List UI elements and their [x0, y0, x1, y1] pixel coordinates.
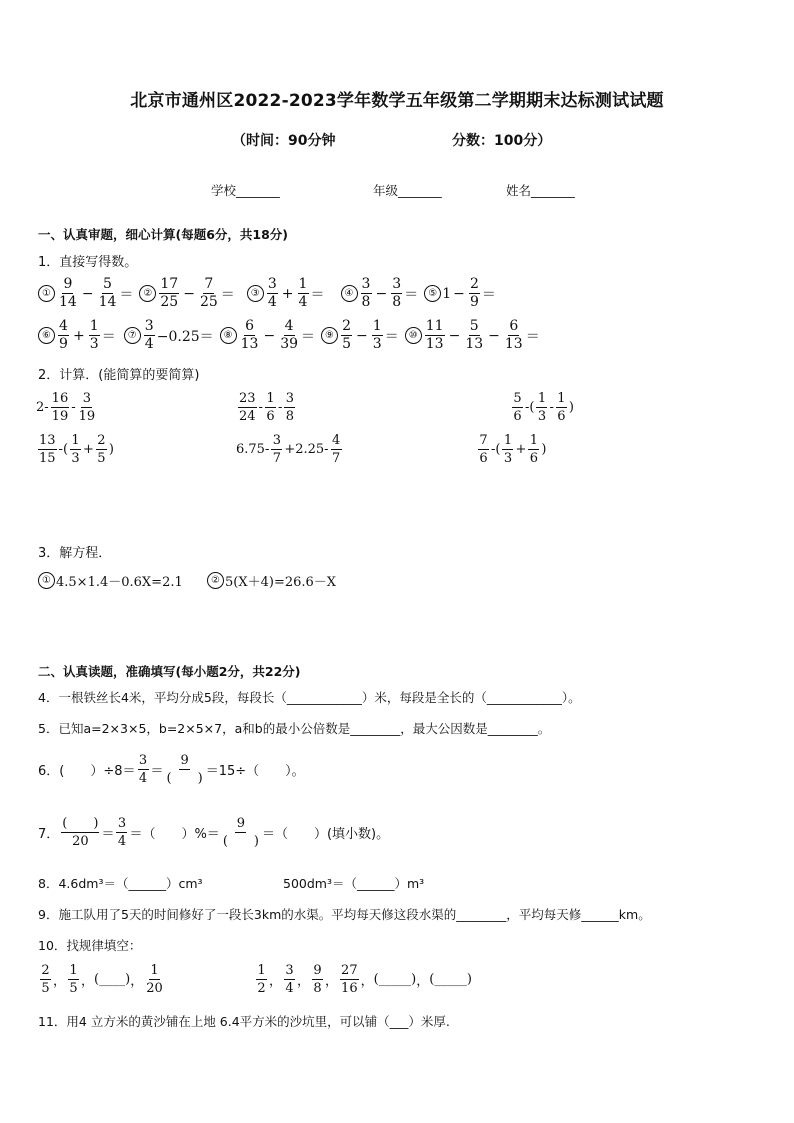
fraction: 1 3 — [503, 433, 513, 466]
fraction: $\frac{7}{25}$ — [199, 276, 218, 310]
fraction: $\frac{5}{13}$ — [465, 318, 484, 352]
fraction: 3 4 — [138, 753, 148, 786]
fraction: 2 5 — [342, 318, 351, 352]
item-marker: ⑩ — [405, 327, 422, 344]
fraction: 16 19 — [51, 391, 69, 424]
item-marker: ⑧ — [220, 327, 237, 344]
fraction: 5 6 — [513, 391, 522, 424]
fraction: 23 24 — [239, 391, 256, 424]
q2-expression-5: 6.75- 3 7 +2.25- 4 7 — [236, 433, 341, 466]
item-marker: ⑤ — [424, 285, 441, 302]
section-2-heading: 二、认真读题，准确填写(每小题2分，共22分) — [38, 664, 301, 679]
q4-text: 4．一根铁丝长4米，平均分成5段，每段长（____________）米，每段是全长的（____________）。 — [38, 690, 581, 705]
fraction: 3 4 — [285, 963, 294, 996]
fraction: 3 4 — [117, 816, 127, 849]
item-marker: ③ — [247, 285, 264, 302]
item-marker: ⑦ — [124, 327, 141, 344]
item-marker: ⑥ — [38, 327, 55, 344]
fraction: 17 25 — [160, 276, 179, 310]
fraction: 1 2 — [257, 963, 266, 996]
fraction: 1 3 — [71, 433, 80, 466]
fraction: 3 19 — [78, 391, 96, 424]
q10-sequence-1: 2 5 ， 1 5 ， (____) ， 1 20 — [41, 963, 163, 996]
school-field[interactable]: 学校_______ — [211, 183, 280, 198]
item-marker: ② — [139, 285, 156, 302]
answer-blank[interactable]: (____) — [94, 972, 131, 987]
fraction: 1 20 — [146, 963, 163, 996]
fraction: 27 16 — [341, 963, 358, 996]
fraction: 3 7 — [272, 433, 281, 466]
q10-sequence-2: 1 2 ， 3 4 ， 9 8 ， 27 16 ， (_____) ， (_____) — [257, 963, 472, 996]
fraction: 9 ( ) — [166, 753, 203, 786]
fraction: 1 3 — [537, 391, 547, 424]
item-marker: ① — [38, 572, 55, 589]
fraction: 2 5 — [41, 963, 50, 996]
fraction: 9 14 — [59, 276, 77, 310]
q8-part-2: 500dm³＝（______）m³ — [283, 876, 425, 891]
item-marker: ② — [207, 572, 224, 589]
q11-text: 11．用4 立方米的黄沙铺在上地 6.4平方米的沙坑里，可以铺（___）米厚. — [38, 1014, 450, 1029]
q2-expression-3: 5 6 -( 1 3 - 1 6 ) — [513, 391, 574, 424]
fraction: 9 8 — [313, 963, 322, 996]
grade-field[interactable]: 年级_______ — [373, 183, 442, 198]
item-marker: ⑨ — [321, 327, 338, 344]
fraction: 9 ( ) — [222, 816, 259, 849]
fraction: $\frac{4}{39}$ — [280, 318, 299, 352]
fraction: 3 8 — [361, 276, 371, 310]
fraction: 1 5 — [69, 963, 78, 996]
q3-label: 3．解方程． — [38, 546, 112, 561]
item-marker: ① — [38, 285, 55, 302]
name-field[interactable]: 姓名_______ — [506, 183, 575, 198]
page-title: 北京市通州区2022-2023学年数学五年级第二学期期末达标测试试题 — [130, 91, 664, 111]
fraction: $\frac{5}{14}$ — [98, 276, 117, 310]
fraction: $\frac{3}{8}$ — [392, 276, 402, 310]
score-label: 分数：100分） — [452, 133, 552, 149]
q6-text: 6．( ）÷8＝ 3 4 ＝ 9 ( ) ＝15÷（ ）。 — [38, 753, 305, 786]
answer-blank[interactable]: (_____) — [429, 972, 472, 987]
q2-label: 2．计算．(能简算的要简算) — [38, 368, 200, 383]
fraction: 3 8 — [285, 391, 294, 424]
q1-row-1: ① 9 14 − $\frac{5}{14}$ ＝ ② 17 25 − $\frac{7}{25}$ ＝ ③ 3 4 + $\frac{1}{4}$ ＝ ④ 3 8 − $\frac{3}{8}$ ＝ ⑤ 1 − $\frac{2}{9}$ ＝ — [38, 276, 496, 311]
fraction: 4 7 — [331, 433, 341, 466]
q1-row-2: ⑥ 4 9 + $\frac{1}{3}$ ＝ ⑦ 3 4 −0.25＝ ⑧ 6 13 − $\frac{4}{39}$ ＝ ⑨ 2 5 − $\frac{1}{3}$ ＝ ⑩ 11 13 − $\frac{5}{13}$ − $\frac{6}{13}$ ＝ — [38, 318, 540, 353]
q10-label: 10．找规律填空： — [38, 938, 142, 953]
time-label: （时间：90分钟 — [232, 133, 336, 149]
fraction: $\frac{1}{6}$ — [529, 433, 539, 466]
q3-equation-1: ① 4.5×1.4－0.6X=2.1 — [38, 571, 183, 590]
q3-equation-2: ② 5(X＋4)=26.6－X — [207, 571, 336, 590]
fraction: $\frac{2}{9}$ — [469, 276, 479, 310]
q1-label: 1．直接写得数。 — [38, 255, 138, 270]
fraction: ( ) 20 — [62, 816, 99, 849]
q8-part-1: 8．4.6dm³＝（______）cm³ — [38, 876, 203, 891]
fraction: 3 4 — [144, 318, 154, 352]
q5-text: 5．已知a=2×3×5，b=2×5×7，a和b的最小公倍数是________，最大公因数是________。 — [38, 721, 551, 736]
fraction: $\frac{1}{4}$ — [298, 276, 308, 310]
fraction: 3 4 — [267, 276, 277, 310]
fraction: 1 6 — [266, 391, 275, 424]
fraction: $\frac{2}{5}$ — [97, 433, 106, 466]
item-marker: ④ — [341, 285, 358, 302]
fraction: $\frac{1}{3}$ — [89, 318, 99, 352]
section-1-heading: 一、认真审题，细心计算(每题6分，共18分) — [38, 227, 289, 242]
q7-text: 7． ( ) 20 ＝ 3 4 ＝（ ）%＝ 9 ( ) ＝（ ）(填小数)。 — [38, 816, 390, 849]
q2-expression-2: 23 24 - 1 6 - 3 8 — [239, 391, 294, 424]
fraction: 4 9 — [59, 318, 68, 352]
fraction: 11 13 — [425, 318, 444, 352]
fraction: 1 6 — [557, 391, 566, 424]
answer-blank[interactable]: (_____) — [373, 972, 417, 987]
fraction: $\frac{1}{3}$ — [372, 318, 382, 352]
fraction: 6 13 — [240, 318, 259, 352]
q9-text: 9．施工队用了5天的时间修好了一段长3km的水渠。平均每天修这段水渠的________，平均每天修______km。 — [38, 907, 651, 922]
fraction: 7 6 — [479, 433, 488, 466]
q2-expression-1: 2- 16 19 - 3 19 — [36, 391, 96, 424]
q2-expression-6: 7 6 -( 1 3 + $\frac{1}{6}$ ) — [479, 433, 547, 466]
q2-expression-4: 13 15 -( 1 3 + $\frac{2}{5}$ ) — [39, 433, 114, 466]
fraction: $\frac{6}{13}$ — [504, 318, 523, 352]
fraction: 13 15 — [39, 433, 56, 466]
